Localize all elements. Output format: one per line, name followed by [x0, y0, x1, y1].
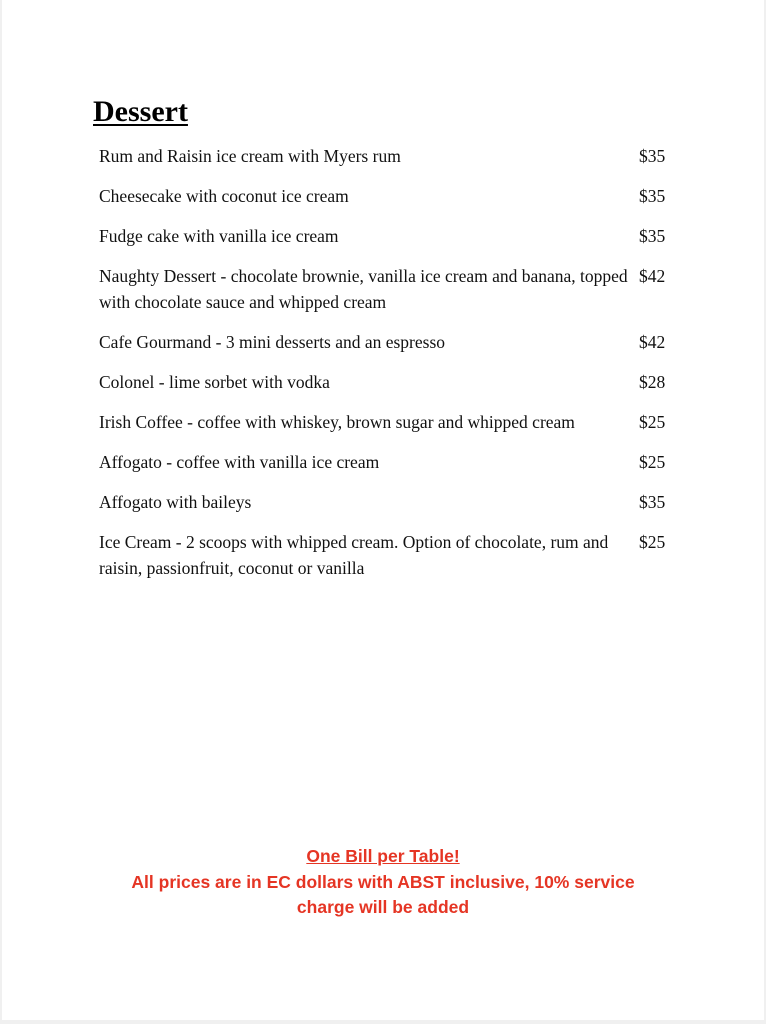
menu-item-price: $35 [639, 492, 666, 512]
menu-item [99, 223, 679, 249]
menu-item [99, 529, 679, 581]
prices-notice: All prices are in EC dollars with ABST inclusive, 10% service [131, 871, 635, 892]
billing-notice [2, 844, 764, 921]
menu-item-price: $42 [639, 266, 666, 286]
menu-item-name: Rum and Raisin ice cream with Myers rum [99, 146, 401, 166]
menu-item-name: Affogato with baileys [99, 492, 252, 512]
menu-item-name: Affogato - coffee with vanilla ice cream [99, 452, 380, 472]
menu-item-price: $28 [639, 372, 666, 392]
menu-item-name: Naughty Dessert - chocolate brownie, vanilla ice cream and banana, topped with chocolate sauce and whipped cream [99, 266, 628, 312]
one-bill-notice: One Bill per Table! [306, 846, 460, 866]
dessert-list [99, 143, 679, 595]
menu-item-name: Fudge cake with vanilla ice cream [99, 226, 339, 246]
menu-item-price: $35 [639, 186, 666, 206]
menu-item [99, 329, 679, 355]
menu-title: Dessert [93, 95, 188, 128]
menu-item [99, 183, 679, 209]
menu-item-price: $42 [639, 332, 666, 352]
menu-item [99, 409, 679, 435]
menu-item [99, 369, 679, 395]
menu-item-price: $25 [639, 452, 666, 472]
menu-item-name: Cheesecake with coconut ice cream [99, 186, 349, 206]
menu-item-name: Colonel - lime sorbet with vodka [99, 372, 330, 392]
menu-item-price: $25 [639, 412, 666, 432]
menu-item-price: $25 [639, 532, 666, 552]
menu-item-name: Ice Cream - 2 scoops with whipped cream. Option of chocolate, rum and raisin, passionfruit, coconut or vanilla [99, 532, 609, 578]
service-charge-notice: charge will be added [296, 897, 470, 917]
menu-item-price: $35 [639, 226, 666, 246]
menu-item-price: $35 [639, 146, 666, 166]
menu-item-name: Cafe Gourmand - 3 mini desserts and an espresso [99, 332, 446, 352]
menu-item [99, 143, 679, 169]
menu-item-name: Irish Coffee - coffee with whiskey, brown sugar and whipped cream [99, 412, 575, 432]
menu-page [2, 0, 764, 1020]
menu-item [99, 489, 679, 515]
menu-item [99, 263, 679, 315]
menu-item [99, 449, 679, 475]
